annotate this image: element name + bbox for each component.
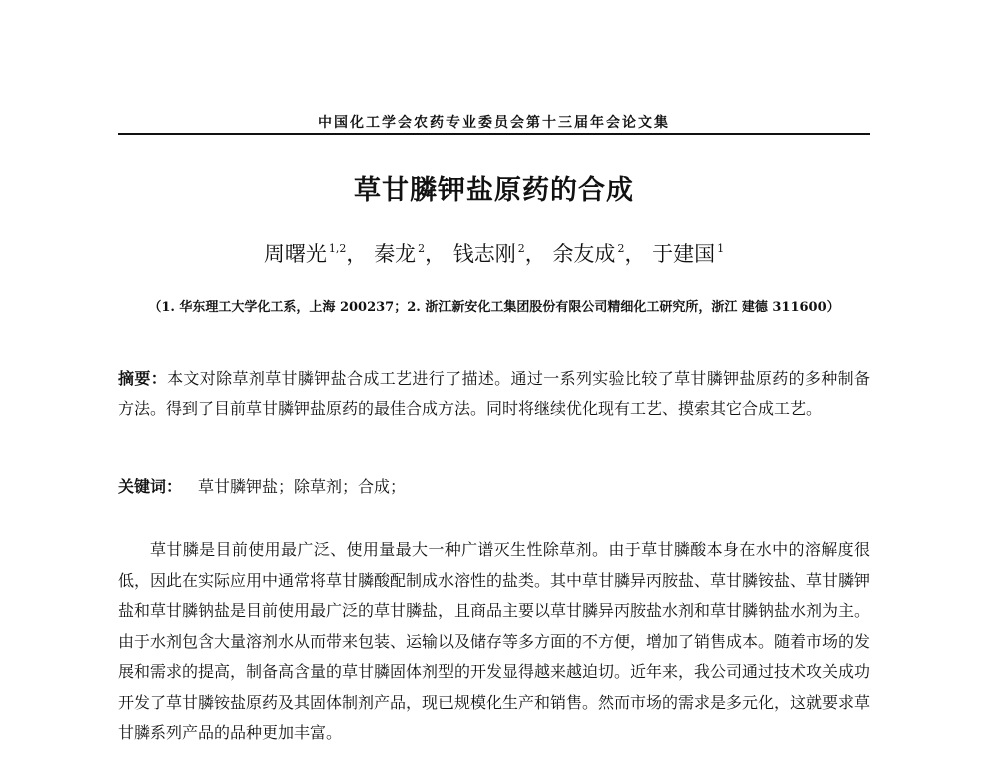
author: 钱志刚 $^2$， xyxy=(452,242,546,266)
abstract-text: 本文对除草剂草甘膦钾盐合成工艺进行了描述。通过一系列实验比较了草甘膦钾盐原药的多种制备方法。得到了目前草甘膦钾盐原药的最佳合成方法。同时将继续优化现有工艺、摸索其它合成工艺。 xyxy=(118,369,870,418)
author-list xyxy=(118,238,870,268)
abstract-label: 摘要： xyxy=(118,369,168,388)
keywords-label: 关键词： xyxy=(118,477,183,496)
header-rule xyxy=(118,133,870,135)
affiliation: （1. 华东理工大学化工系，上海 200237；2. 浙江新安化工集团股份有限公司精细化工研究所，浙江 建德 311600） xyxy=(148,300,840,315)
paper-title: 草甘膦钾盐原药的合成 xyxy=(354,175,634,206)
author: 周曙光 $^{1,2}$， xyxy=(263,242,368,266)
running-header: 中国化工学会农药专业委员会第十三届年会论文集 xyxy=(318,115,670,131)
author: 秦龙 $^2$， xyxy=(374,242,447,266)
keywords xyxy=(118,475,870,499)
author: 余友成 $^2$， xyxy=(552,242,646,266)
keywords-text: 草甘膦钾盐；除草剂；合成； xyxy=(198,477,407,496)
abstract xyxy=(118,364,870,424)
body-paragraph: 草甘膦是目前使用最广泛、使用量最大一种广谱灭生性除草剂。由于草甘膦酸本身在水中的溶解度很低，因此在实际应用中通常将草甘膦酸配制成水溶性的盐类。其中草甘膦异丙胺盐、草甘膦铵盐、草甘膦钾盐和草甘膦钠盐是目前使用最广泛的草甘膦盐，且商品主要以草甘膦异丙胺盐水剂和草甘膦钠盐水剂为主。由于水剂包含大量溶剂水从而带来包装、运输以及储存等多方面的不方便，增加了销售成本。随着市场的发展和需求的提高，制备高含量的草甘膦固体剂型的开发显得越来越迫切。近年来，我公司通过技术攻关成功开发了草甘膦铵盐原药及其固体制剂产品，现已规模化生产和销售。然而市场的需求是多元化，这就要求草甘膦系列产品的品种更加丰富。 xyxy=(118,540,871,742)
author: 于建国 $^1$ xyxy=(652,242,725,266)
